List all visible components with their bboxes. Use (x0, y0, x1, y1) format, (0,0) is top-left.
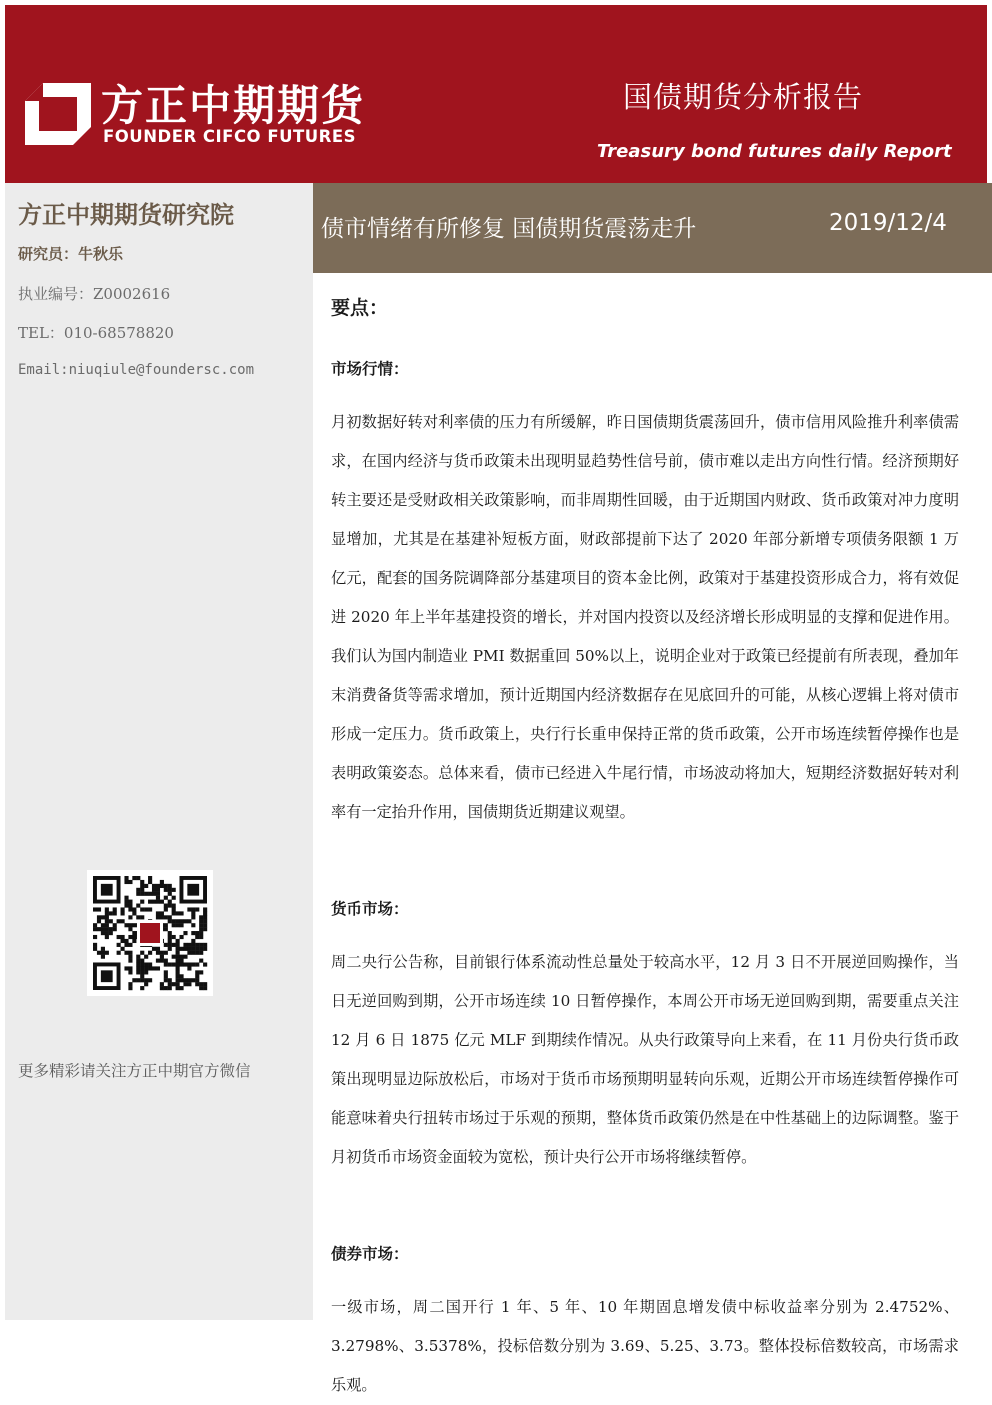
section-body-money-market: 周二央行公告称，目前银行体系流动性总量处于较高水平，12 月 3 日不开展逆回购操作，当日无逆回购到期，公开市场连续 10 日暂停操作，本周公开市场无逆回购到期，需要重点关注 12 月 6 日 1875 亿元 MLF 到期续作情况。从央行政策导向上来看，在 11 月份央行货币政策出现明显边际放松后，市场对于货币市场预期明显转向乐观，近期公开市场连续暂停操作可能意味着央行扭转市场过于乐观的预期，整体货币政策仍然是在中性基础上的边际调整。鉴于月初货币市场资金面较为宽松，预计央行公开市场将继续暂停。 (331, 953, 959, 1166)
email-address: Email:niuqiule@foundersc.com (18, 362, 255, 378)
report-title-band (313, 183, 992, 273)
report-title: 债市情绪有所修复 国债期货震荡走升 (321, 216, 697, 242)
key-points-heading: 要点： (331, 297, 389, 319)
sidebar (5, 183, 313, 1320)
qr-caption: 更多精彩请关注方正中期官方微信 (18, 1062, 251, 1080)
section-title-money-market: 货币市场： (331, 900, 409, 918)
section-body-bond-market: 一级市场，周二国开行 1 年、5 年、10 年期固息增发债中标收益率分别为 2.4752%、3.2798%、3.5378%，投标倍数分别为 3.69、5.25、3.73。整体投标倍数较高，市场需求乐观。 (331, 1298, 959, 1394)
telephone: TEL：010-68578820 (18, 324, 174, 342)
logo-chinese-name: 方正中期期货 (101, 81, 366, 130)
institute-name: 方正中期期货研究院 (18, 201, 234, 229)
section-title-market: 市场行情： (331, 360, 409, 378)
header-banner (5, 5, 987, 183)
section-body-market: 月初数据好转对利率债的压力有所缓解，昨日国债期货震荡回升，债市信用风险推升利率债需求，在国内经济与货币政策未出现明显趋势性信号前，债市难以走出方向性行情。经济预期好转主要还是受财政相关政策影响，而非周期性回暖，由于近期国内财政、货币政策对冲力度明显增加，尤其是在基建补短板方面，财政部提前下达了 2020 年部分新增专项债务限额 1 万亿元，配套的国务院调降部分基建项目的资本金比例，政策对于基建投资形成合力，将有效促进 2020 年上半年基建投资的增长，并对国内投资以及经济增长形成明显的支撑和促进作用。我们认为国内制造业 PMI 数据重回 50%以上，说明企业对于政策已经提前有所表现，叠加年末消费备货等需求增加，预计近期国内经济数据存在见底回升的可能，从核心逻辑上将对债市形成一定压力。货币政策上，央行行长重申保持正常的货币政策，公开市场连续暂停操作也是表明政策姿态。总体来看，债市已经进入牛尾行情，市场波动将加大，短期经济数据好转对利率有一定抬升作用，国债期货近期建议观望。 (331, 413, 959, 821)
license-number: 执业编号：Z0002616 (18, 285, 171, 303)
wechat-qr-code-icon (87, 870, 213, 996)
section-title-bond-market: 债券市场： (331, 1245, 409, 1263)
report-date: 2019/12/4 (829, 210, 947, 236)
founder-logo-icon (25, 83, 91, 145)
report-type-cn: 国债期货分析报告 (623, 80, 864, 114)
report-type-en: Treasury bond futures daily Report (597, 141, 952, 162)
analyst-name: 研究员：牛秋乐 (18, 245, 124, 263)
logo-english-name: FOUNDER CIFCO FUTURES (103, 127, 357, 146)
